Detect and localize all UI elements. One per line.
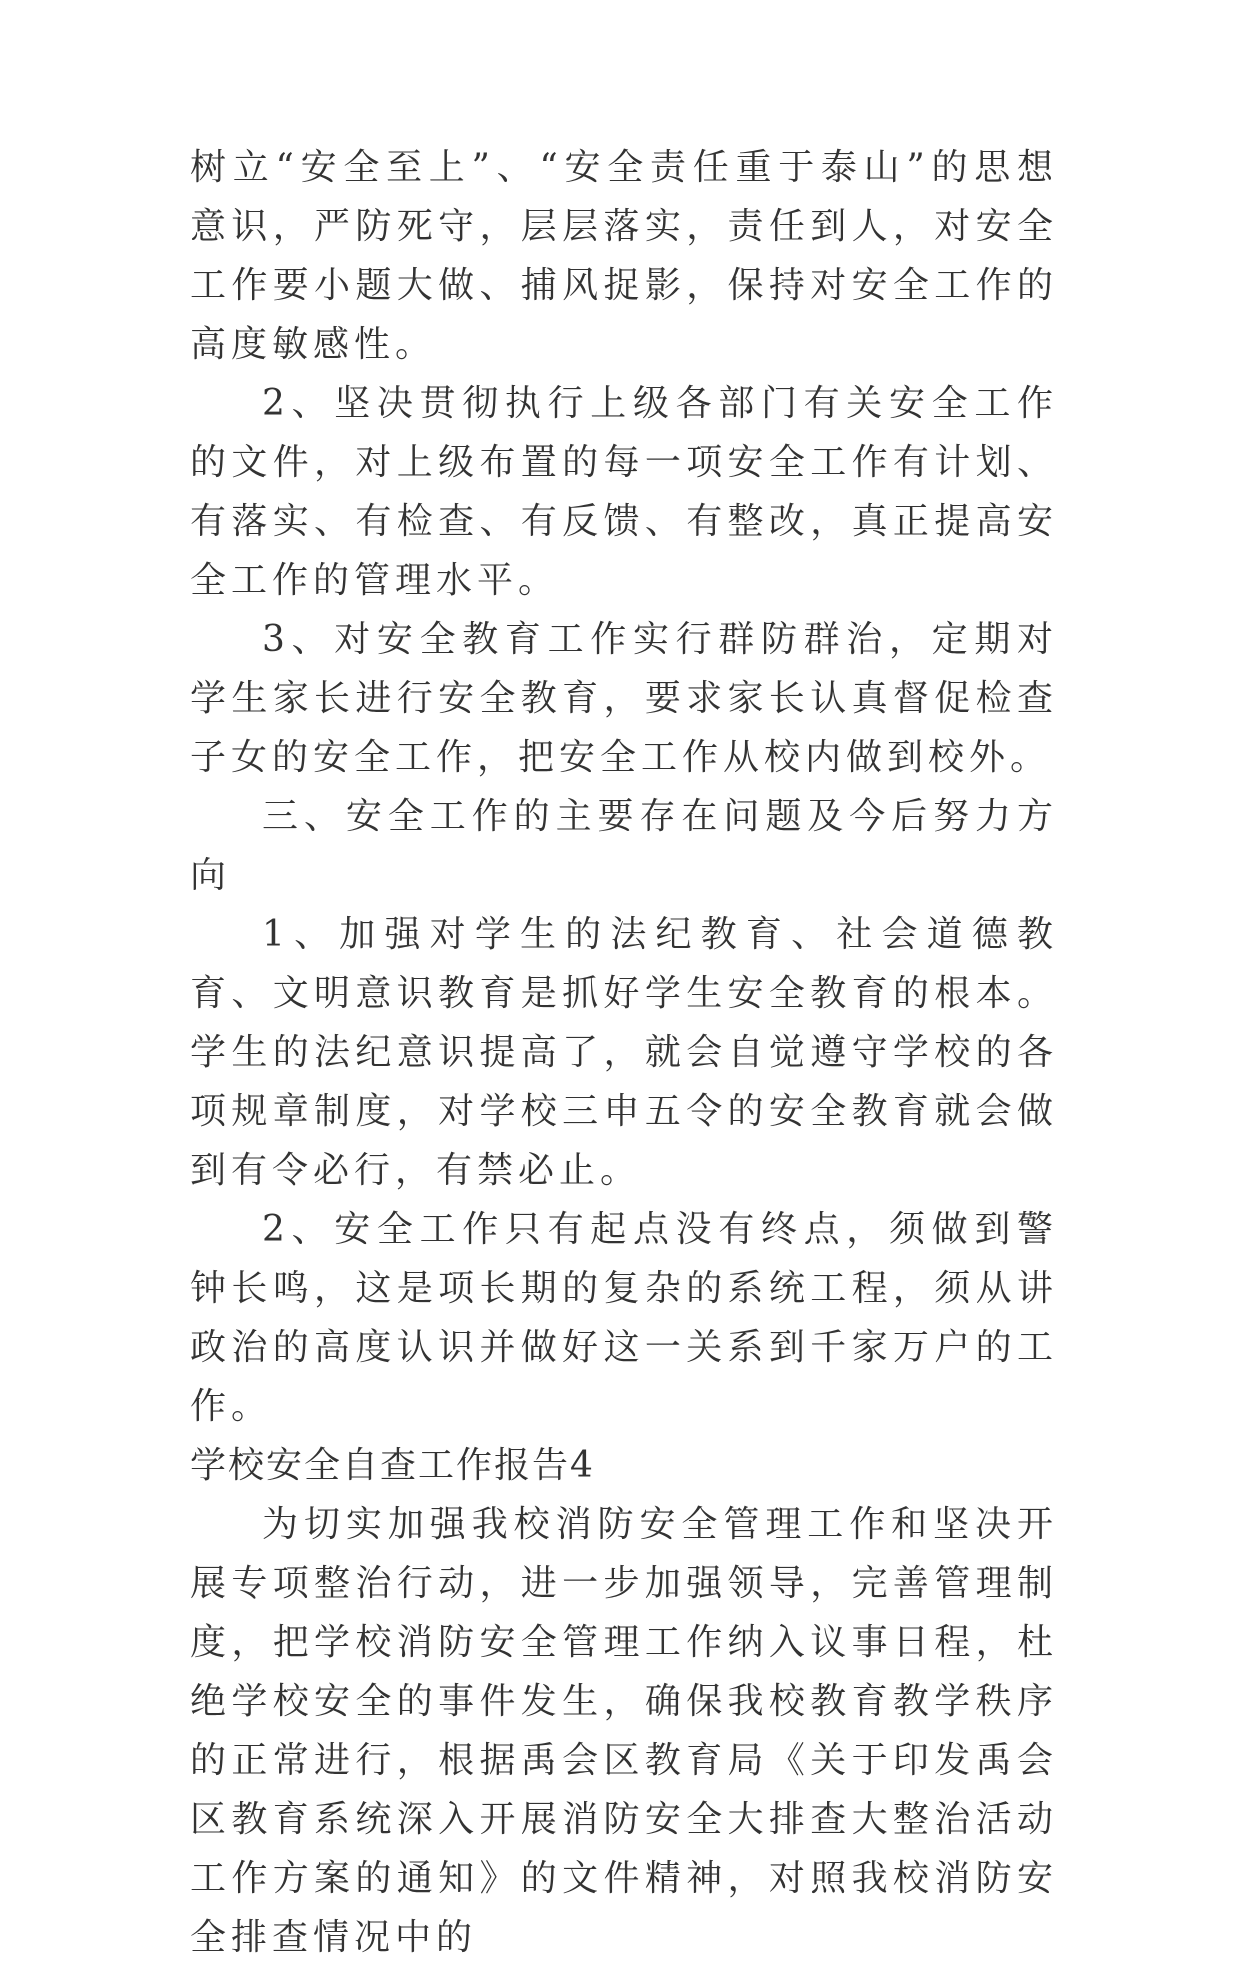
paragraph-report-intro: 为切实加强我校消防安全管理工作和坚决开展专项整治行动，进一步加强领导，完善管理制度，把学校消防安全管理工作纳入议事日程，杜绝学校安全的事件发生，确保我校教育教学秩序的正常进行，根据禹会区教育局《关于印发禹会区教育系统深入开展消防安全大排查大整治活动工作方案的通知》的文件精神，对照我校消防安全排查情况中的 [190,1504,1058,1958]
paragraph-issue-1: 1、加强对学生的法纪教育、社会道德教育、文明意识教育是抓好学生安全教育的根本。学生的法纪意识提高了，就会自觉遵守学校的各项规章制度，对学校三申五令的安全教育就会做到有令必行，有禁必止。 [190,914,1058,1191]
paragraph-item-3: 3、对安全教育工作实行群防群治，定期对学生家长进行安全教育，要求家长认真督促检查子女的安全工作，把安全工作从校内做到校外。 [190,619,1058,778]
paragraph-issue-2: 2、安全工作只有起点没有终点，须做到警钟长鸣，这是项长期的复杂的系统工程，须从讲政治的高度认识并做好这一关系到千家万户的工作。 [190,1209,1058,1427]
paragraph-continued: 树立“安全至上”、“安全责任重于泰山”的思想意识，严防死守，层层落实，责任到人，对安全工作要小题大做、捕风捉影，保持对安全工作的高度敏感性。 [190,147,1058,365]
report-title: 学校安全自查工作报告4 [190,1445,595,1486]
document-body [190,138,1058,1967]
paragraph-item-2: 2、坚决贯彻执行上级各部门有关安全工作的文件，对上级布置的每一项安全工作有计划、有落实、有检查、有反馈、有整改，真正提高安全工作的管理水平。 [190,383,1058,601]
section-heading-3: 三、安全工作的主要存在问题及今后努力方向 [190,796,1058,896]
